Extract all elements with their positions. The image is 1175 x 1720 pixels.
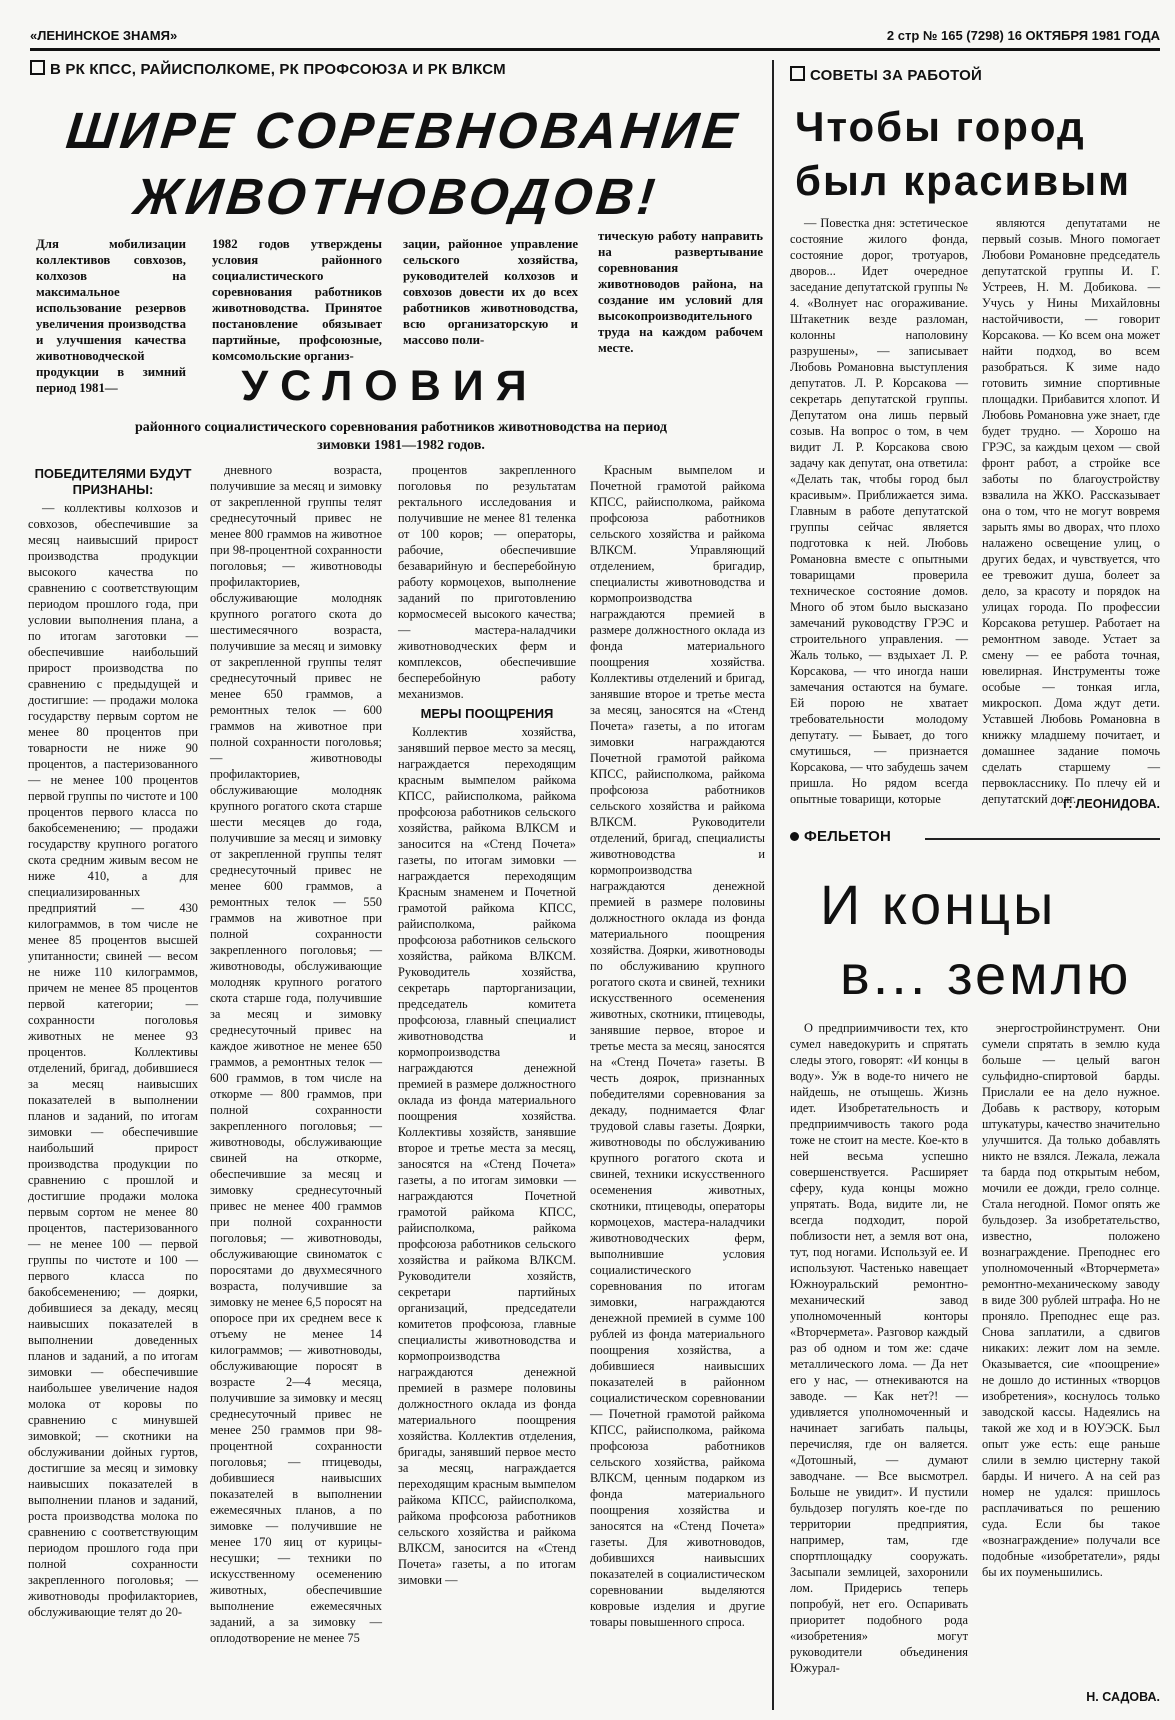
feuilleton-headline-line2: в... землю <box>840 943 1132 1006</box>
feuilleton-col-a <box>790 1020 968 1710</box>
lead-col-2: 1982 годов утверждены условия районного социалистического соревнования работников животноводства. Принятое постановление обязывает партийные, профсоюзные, комсомольские организ- <box>212 237 382 363</box>
body-col-4-text: Красным вымпелом и Почетной грамотой райкома КПСС, райисполкома, райкома профсоюза работников сельского хозяйства и райкома ВЛКСМ. Управляющий отделением, бригадир, специалисты животноводства и кормопроизводства награждаются премией в размере должностного оклада из фонда материального поощрения хозяйства. Коллективы отделений и бригад, занявшие второе и третье места за месяц, заносятся на «Стенд Почета» газеты, а по итогам зимовки награждаются Почетной грамотой райкома КПСС, райисполкома, райкома профсоюза работников сельского хозяйства и райкома ВЛКСМ. Руководители отделений, бригад, специалисты животноводства и кормопроизводства награждаются денежной премией в размере половины должностного оклада из фонда материального поощрения хозяйства. Доярки, животноводы по обслуживанию крупного рогатого скота и свиней, техники искусственного осеменения животных, скотники, птицеводы, занявшие первое, второе и третье места за месяц, заносятся на «Стенд Почета» газеты. В честь доярок, признанных победителями соревнования за декаду, поднимается Флаг трудовой славы газеты. Доярки, животноводы по обслуживанию крупного рогатого скота и свиней, техники искусственного осеменения животных, скотники, птицеводы, операторы кормоцехов, мастера-наладчики животноводческих ферм, выполнившие условия социалистического соревнования по итогам зимовки, награждаются денежной премией в сумме 100 рублей из фонда материального поощрения хозяйства, а добившиеся наивысших показателей в районном социалистическом соревновании — Почетной грамотой райкома КПСС, райисполкома, райкома профсоюза работников сельского хозяйства, райкома ВЛКСМ, ценным подарком из фонда материального поощрения хозяйства и заносятся на «Стенд Почета» газеты. Для животноводов, добившихся наивысших показателей в социалистическом соревновании выделяются ковровые изделия и другие товары повышенного спроса. <box>590 463 765 1629</box>
right-top-headline-line1: Чтобы город <box>795 103 1086 150</box>
right-top-col-b-text: являются депутатами не первый созыв. Много помогает Любови Романовне председатель депутатской группы И. Г. Устреев, Н. М. Добикова. — Учусь у Нины Михайловны настойчивости, — говорит Корсакова. — Ко всем она может найти подход, во всем разобраться. К зиме надо готовить зимние спортивные площадки. Прибавится хлопот. И Любовь Романовна уже знает, где будет трудно. — Хорошо на ГРЭС, за каждым цехом — свой фронт работ, а стройке все заботы по благоустройству взвалила на ЖКО. Рассказывает она о том, что не могут вовремя зарыть ямы во дворах, что плохо налажено освещение улиц, о других бедах, и чувствуется, что ее тревожит душа, болеет за дело, за красоту и порядок на улицах города. По профессии Корсакова ретушер. Работает на ремонтном заводе. Устает за смену — ее работа точная, ювелирная. Инструменты тоже особые — тонкая игла, микроскоп. Дома ждут дети. Уставшей Любовь Романовна в книжку младшему почитает, и домашнее задание помочь сделать старшему — первокласснику. По плечу ей и депутатский долг. <box>982 216 1160 806</box>
left-headline-line1: ШИРЕ СОРЕВНОВАНИЕ <box>63 102 744 159</box>
issue-info: 2 стр № 165 (7298) 16 ОКТЯБРЯ 1981 ГОДА <box>886 28 1160 43</box>
feuilleton-col-b <box>982 1020 1160 1680</box>
paper-name: «ЛЕНИНСКОЕ ЗНАМЯ» <box>30 28 178 43</box>
conditions-title: УСЛОВИЯ <box>241 362 539 410</box>
lead-col-1: Для мобилизации коллективов совхозов, колхозов на максимальное использование резервов увеличения производства и улучшения качества животноводческой продукции в зимний период 1981— <box>36 237 186 395</box>
winners-heading: ПОБЕДИТЕЛЯМИ БУДУТ ПРИЗНАНЫ: <box>34 466 192 497</box>
conditions-subtitle-1: районного социалистического соревнования работников животноводства на период <box>135 420 667 435</box>
feuilleton-rubric: ФЕЛЬЕТОН <box>790 828 920 845</box>
left-headline <box>33 98 767 230</box>
right-top-headline-line2: был красивым <box>795 157 1132 204</box>
feuilleton-signature: Н. САДОВА. <box>1086 1690 1160 1704</box>
body-col-3 <box>398 462 576 1707</box>
rubric-square-icon <box>30 60 45 75</box>
body-col-3b-text: Коллектив хозяйства, занявший первое место за месяц, награждается переходящим красным вымпелом райкома КПСС, райисполкома, райкома профсоюза работников сельского хозяйства, райкома ВЛКСМ и заносится на «Стенд Почета» газеты, по итогам зимовки — награждается переходящим Красным знаменем и Почетной грамотой райкома КПСС, райисполкома, райкома профсоюза работников сельского хозяйства, райкома ВЛКСМ. Руководитель хозяйства, секретарь парторганизации, председатель комитета профсоюза, главный специалист животноводства и кормопроизводства награждаются денежной премией в размере должностного оклада из фонда материального поощрения хозяйства. Коллективы хозяйств, занявшие второе и третье места за месяц, заносятся на «Стенд Почета» газеты, а по итогам зимовки — награждаются Почетной грамотой райкома КПСС, райисполкома, райкома профсоюза работников сельского хозяйства и райкома ВЛКСМ. Руководители хозяйств, секретари партийных организаций, председатели комитетов профсоюза, главные специалисты животноводства и кормопроизводства награждаются денежной премией в размере половины должностного оклада из фонда материального поощрения хозяйства. Коллектив отделения, бригады, занявший первое место за месяц, награждается переходящим красным вымпелом райкома КПСС, райисполкома, райкома профсоюза работников сельского хозяйства и райкома ВЛКСМ, заносится на «Стенд Почета» газеты, а по итогам зимовки — <box>398 725 576 1587</box>
left-headline-line2: ЖИВОТНОВОДОВ! <box>131 168 662 225</box>
body-col-2-text: дневного возраста, получившие за месяц и зимовку от закрепленной группы телят среднесуточный привес не менее 800 граммов на животное при 98-процентной сохранности поголовья; — животноводы профилакториев, обслуживающие молодняк крупного рогатого скота до шестимесячного возраста, получившие за месяц и зимовку от закрепленной группы телят среднесуточный привес не менее 650 граммов, а ремонтных телок — 600 граммов на животное при полной сохранности поголовья; — животноводы профилакториев, обслуживающие молодняк крупного рогатого скота старше шести месяцев до года, получившие за месяц и зимовку от закрепленной группы телят среднесуточный привес не менее 600 граммов, а ремонтных телок — 550 граммов на животное при полной сохранности закрепленного поголовья; — животноводы, обслуживающие молодняк крупного рогатого скота старше года, получившие за месяц и зимовку среднесуточный привес на каждое животное не менее 650 граммов, а ремонтных телок — 600 граммов, в том числе на откорме — 800 граммов, при полной сохранности закрепленного поголовья; — животноводы, обслуживающие свиней на откорме, обеспечившие за месяц и зимовку среднесуточный привес не менее 400 граммов при полной сохранности поголовья; — животноводы, обслуживающие свиноматок с поросятами до двухмесячного возраста, получившие за зимовку не менее 6,5 поросят на опоросе при их среднем весе к отъему не менее 14 килограммов; — животноводы, обслуживающие поросят в возрасте 2—4 месяца, получившие за зимовку и месяц среднесуточный привес не менее 250 граммов при 98-процентной сохранности поголовья; — птицеводы, добившиеся наивысших показателей в выполнении ежемесячных планов, а по зимовке — получившие не менее 170 яиц от курицы-несушки; — техники по искусственному осеменению животных, обеспечившие выполнение ежемесячных заданий, а за зимовку — оплодотворение не менее 75 <box>210 463 382 1645</box>
right-top-rubric: СОВЕТЫ ЗА РАБОТОЙ <box>790 66 1150 84</box>
right-top-col-a <box>790 215 968 815</box>
body-col-3a-text: процентов закрепленного поголовья по результатам ректального исследования и получившие не менее 81 теленка от 100 коров; — операторы, рабочие, обеспечившие безаварийную и бесперебойную работу кормоцехов, выполнение заданий по приготовлению кормосмесей высокого качества; — мастера-наладчики животноводческих ферм и комплексов, обеспечившие бесперебойную работу механизмов. <box>398 463 576 701</box>
right-top-headline <box>795 100 1155 208</box>
body-col-1-text: — коллективы колхозов и совхозов, обеспечившие за месяц наивысший прирост производства продукции высокого качества по сравнению с соответствующим периодом прошлого года, при условии выполнения плана, а по итогам заготовки — обеспечившие наибольший прирост производства по сравнению с предыдущей и достигшие: — продажи молока государству первым сортом не менее 80 процентов при товарности не ниже 90 процентов, а пастеризованного — не менее 100 процентов первой группы по чистоте и 100 процентов первого класса по бакобсеменению; — продажи государству крупного рогатого скота средним живым весом не ниже 410, а для специализированных предприятий — 430 килограммов, в том числе не менее 85 процентов высшей упитанности; свиней — весом не ниже 110 килограммов, причем не менее 85 процентов первой категории; — сохранности поголовья животных не менее 93 процентов. Коллективы отделений, бригад, добившиеся за месяц наивысших показателей в выполнении планов и заданий, по итогам зимовки — обеспечившие наибольший прирост производства продукции по сравнению с прошлой и достигшие продажи молока первым сортом не менее 80 процентов, пастеризованного — не менее 100 — первой группы по чистоте и 100 — первого класса по бакобсеменению; — доярки, добившиеся за декаду, месяц наивысших показателей в выполнении доведенных планов и заданий, а по итогам зимовки — обеспечившие наибольшее увеличение надоя молока от коровы по сравнению с минувшей зимовкой; — скотники на обслуживании дойных гуртов, достигшие за месяц и зимовку наивысших показателей в выполнении планов и заданий, роста производства молока по сравнению с соответствующим периодом прошлого года при полной сохранности закрепленного поголовья; — животноводы профилакториев, обслуживающие телят до 20- <box>28 501 198 1619</box>
masthead <box>30 26 1160 51</box>
left-rubric: В РК КПСС, РАЙИСПОЛКОМЕ, РК ПРОФСОЮЗА И РК ВЛКСМ <box>30 60 760 78</box>
feuilleton-headline <box>820 870 1160 1010</box>
right-top-signature: Г. ЛЕОНИДОВА. <box>1063 797 1160 811</box>
column-separator <box>772 60 774 1710</box>
rubric-square-icon <box>790 66 805 81</box>
body-col-2 <box>210 462 382 1707</box>
measures-heading: МЕРЫ ПООЩРЕНИЯ <box>420 706 554 721</box>
lead-col-4: тическую работу направить на развертывание соревнования животноводов района, на создание им условий для высокопроизводительного труда на каждом рабочем месте. <box>598 229 763 355</box>
feuilleton-headline-line1: И концы <box>820 873 1057 936</box>
feuilleton-col-a-text: О предприимчивости тех, кто сумел наведокурить и спрятать следы этого, говорят: «И концы в воду». Уж в воде-то ничего не найдешь, не отыщешь. Жизнь идет. Изобретательность и предприимчивость такого рода тоже не стоит на месте. Кое-кто в ней весьма успешно совершенствуется. Расширяет сферу, куда концы можно упрятать. Вода, видите ли, не всегда подходит, порой поблизости нет, а земля вот она, тут, под ногами. Используй ее. И используют. Частенько навещает Южноуральский ремонтно-механический завод уполномоченный конторы «Вторчермета». Разговор каждый раз об одном и том же: сдаче металлического лома. — Да нет его у нас, — отнекиваются на заводе. — Как нет?! — удивляется уполномоченный и начинает загибать пальцы, перечисляя, где он валяется. «Дотошный, — думают заводчане. — Все высмотрел. Больше не увидит». И пустили бульдозер погулять кое-где по территории предприятия, например, там, где спортплощадку сооружать. Засыпали землицей, захоронили лом. Придерись теперь попробуй, нет его. Оспаривать приоритет подобного рода «изобретения» могут руководители объединения Южурал- <box>790 1021 968 1675</box>
bullet-icon <box>790 832 799 841</box>
body-col-1 <box>28 462 198 1707</box>
conditions-subtitle-2: зимовки 1981—1982 годов. <box>317 438 485 453</box>
right-top-col-a-text: — Повестка дня: эстетическое состояние жилого фонда, состояние дорог, тротуаров, дворов... Идет очередное заседание депутатской группы № 4. «Волнует нас огораживание. Штакетник везде разломан, колонны наполовину разрушены», — записывает Любовь Романовна выступления депутатов. Л. Р. Корсакова — секретарь депутатской группы. Депутатом она лишь первый созыв. На вопрос о том, в чем видит Л. Р. Корсакова свою задачу как депутат, она ответила: «Делать так, чтобы город был красивым». Приближается зима. Главным в работе депутатской группы сейчас является подготовка к ней. Любовь Романовна вместе с опытными товарищами проверила техническое состояние домов. Много об этом было высказано замечаний руководству ГРЭС и строительного управления. — Жаль только, — вздыхает Л. Р. Корсакова, — что иногда наши замечания остаются на бумаге. Ей порою не хватает требовательности молодому депутату. — Бывает, до того смутишься, — признается Корсакова, — что забудешь зачем пришла. Но рядом всегда опытные товарищи, которые <box>790 216 968 806</box>
feuilleton-col-b-text: энергостройинструмент. Они сумели спрятать в землю куда больше — целый вагон сульфидно-спиртовой барды. Прислали ее на дело нужное. Добавь к раствору, которым штукатуры, качество значительно улучшится. Да только добавлять никто не взялся. Лежала, лежала та барда под открытым небом, мочили ее дожди, грело солнце. Стала негодной. Помог опять же бульдозер. За изобретательство, известно, положено вознаграждение. Преподнес его уполномоченный «Вторчермета» ремонтно-механическому заводу в виде 300 рублей штрафа. Но не проняло. Преподнес еще раз. Снова заплатили, а сдвигов никаких: лежит лом на земле. Оказывается, сие «поощрение» не дошло до истинных «творцов изобретения», коснулось только заводской кассы. Надеялись на такой же ход и в ЮУЭСК. Был опыт уже есть: еще раньше слили в землю цистерну такой барды. И ничего. А на сей раз номер не удался: пришлось расплачиваться по решению суда. Если бы такое «вознаграждение» получали все подобные «изобретатели», ряды бы их поуменьшились. <box>982 1021 1160 1579</box>
feuilleton-rule <box>925 838 1160 840</box>
lead-col-3: зации, районное управление сельского хозяйства, руководителей колхозов и совхозов довести их до всех работников животноводства, всю организаторскую и массово поли- <box>403 237 578 347</box>
body-col-4 <box>590 462 765 1707</box>
